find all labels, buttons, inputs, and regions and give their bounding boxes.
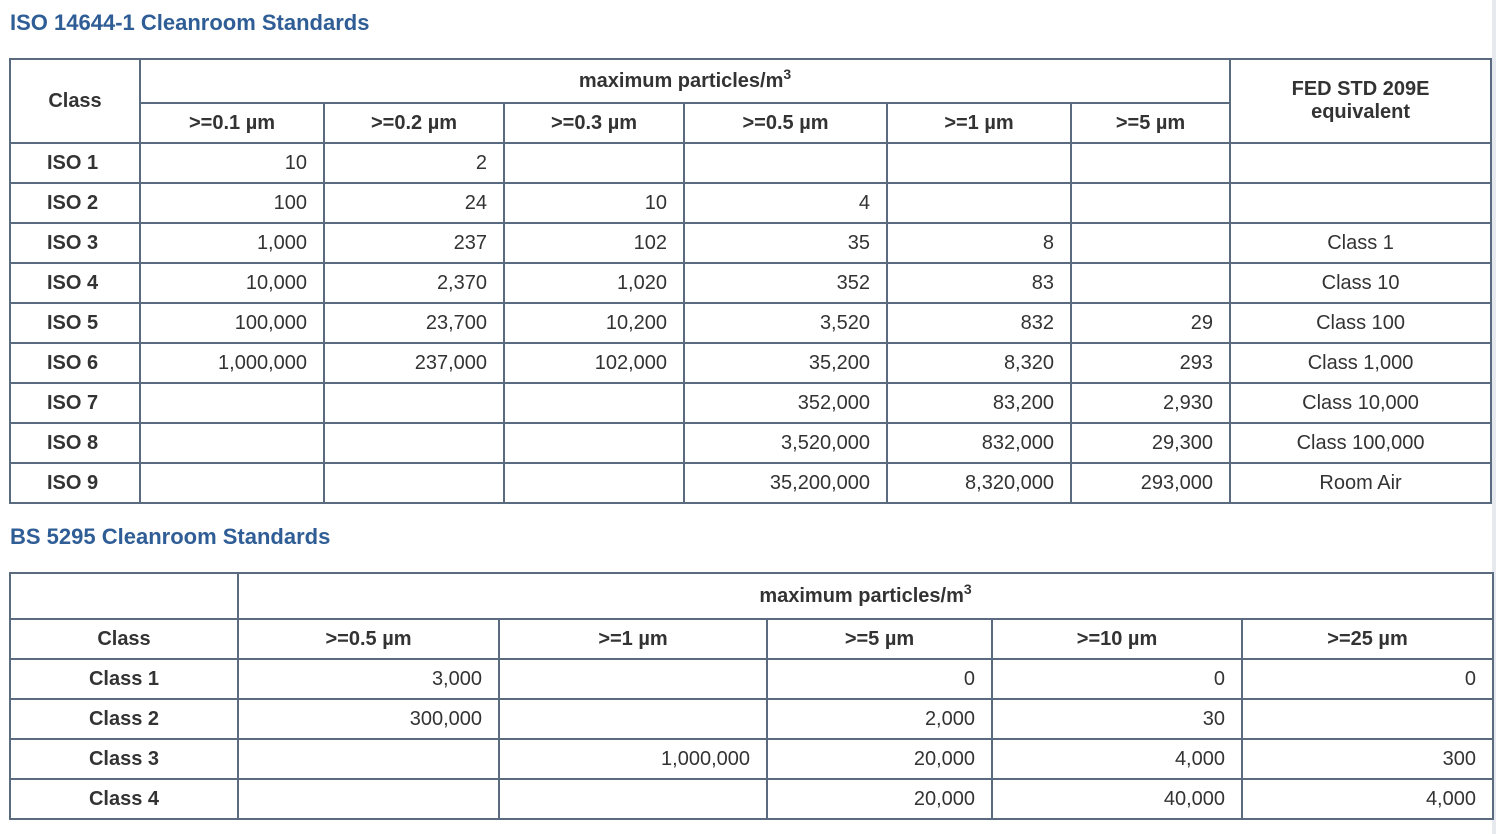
fed-equivalent-cell: Class 100,000 bbox=[1230, 423, 1491, 463]
table-cell: 35 bbox=[684, 223, 887, 263]
table-cell: 300,000 bbox=[238, 699, 499, 739]
table-cell bbox=[140, 423, 324, 463]
bs-standards-table bbox=[9, 572, 1494, 820]
table-cell: 24 bbox=[324, 183, 504, 223]
table-cell: 8 bbox=[887, 223, 1071, 263]
table-cell bbox=[887, 183, 1071, 223]
table-cell: 10,000 bbox=[140, 263, 324, 303]
table-row bbox=[10, 143, 1491, 183]
iso-fed-header: FED STD 209E equivalent bbox=[1230, 59, 1491, 143]
bs-column-header: >=5 µm bbox=[767, 619, 992, 659]
table-cell: 100 bbox=[140, 183, 324, 223]
fed-equivalent-cell bbox=[1230, 143, 1491, 183]
iso-column-header: >=0.3 µm bbox=[504, 103, 684, 143]
table-cell: 102,000 bbox=[504, 343, 684, 383]
table-cell: 352 bbox=[684, 263, 887, 303]
table-cell: 352,000 bbox=[684, 383, 887, 423]
table-row bbox=[10, 303, 1491, 343]
table-cell: 293,000 bbox=[1071, 463, 1230, 503]
table-cell bbox=[1242, 699, 1493, 739]
table-row bbox=[10, 659, 1493, 699]
table-cell: 102 bbox=[504, 223, 684, 263]
bs-column-header: >=10 µm bbox=[992, 619, 1242, 659]
table-cell: 8,320,000 bbox=[887, 463, 1071, 503]
table-row bbox=[10, 183, 1491, 223]
table-cell: 100,000 bbox=[140, 303, 324, 343]
iso-column-header: >=0.5 µm bbox=[684, 103, 887, 143]
table-cell: 4,000 bbox=[992, 739, 1242, 779]
table-cell: 237 bbox=[324, 223, 504, 263]
table-row bbox=[10, 423, 1491, 463]
table-row bbox=[10, 263, 1491, 303]
table-row bbox=[10, 463, 1491, 503]
table-cell: 1,000,000 bbox=[499, 739, 767, 779]
table-cell bbox=[1071, 263, 1230, 303]
iso-class-cell: ISO 1 bbox=[10, 143, 140, 183]
table-cell bbox=[1071, 223, 1230, 263]
table-cell: 30 bbox=[992, 699, 1242, 739]
table-cell bbox=[324, 383, 504, 423]
bs-column-header: >=1 µm bbox=[499, 619, 767, 659]
fed-equivalent-cell bbox=[1230, 183, 1491, 223]
table-cell: 1,000,000 bbox=[140, 343, 324, 383]
table-cell bbox=[1071, 183, 1230, 223]
table-cell: 4,000 bbox=[1242, 779, 1493, 819]
table-cell bbox=[324, 463, 504, 503]
table-cell: 832 bbox=[887, 303, 1071, 343]
table-cell bbox=[499, 779, 767, 819]
table-cell: 0 bbox=[992, 659, 1242, 699]
table-cell: 3,520,000 bbox=[684, 423, 887, 463]
table-cell bbox=[499, 659, 767, 699]
bs-class-header: Class bbox=[10, 619, 238, 659]
table-cell: 29 bbox=[1071, 303, 1230, 343]
fed-equivalent-cell: Class 10 bbox=[1230, 263, 1491, 303]
table-cell: 832,000 bbox=[887, 423, 1071, 463]
table-cell: 83 bbox=[887, 263, 1071, 303]
table-cell: 300 bbox=[1242, 739, 1493, 779]
iso-class-cell: ISO 7 bbox=[10, 383, 140, 423]
table-cell: 2,370 bbox=[324, 263, 504, 303]
iso-class-cell: ISO 9 bbox=[10, 463, 140, 503]
iso-column-header: >=1 µm bbox=[887, 103, 1071, 143]
table-cell: 2 bbox=[324, 143, 504, 183]
iso-column-header: >=5 µm bbox=[1071, 103, 1230, 143]
iso-class-cell: ISO 8 bbox=[10, 423, 140, 463]
iso-column-header: >=0.1 µm bbox=[140, 103, 324, 143]
table-row bbox=[10, 223, 1491, 263]
fed-equivalent-cell: Class 1,000 bbox=[1230, 343, 1491, 383]
fed-equivalent-cell: Class 10,000 bbox=[1230, 383, 1491, 423]
table-cell bbox=[684, 143, 887, 183]
table-cell: 35,200,000 bbox=[684, 463, 887, 503]
table-cell bbox=[324, 423, 504, 463]
table-cell bbox=[499, 699, 767, 739]
table-cell: 83,200 bbox=[887, 383, 1071, 423]
table-cell: 10 bbox=[504, 183, 684, 223]
table-cell: 293 bbox=[1071, 343, 1230, 383]
iso-class-cell: ISO 3 bbox=[10, 223, 140, 263]
table-cell bbox=[504, 143, 684, 183]
table-cell: 10,200 bbox=[504, 303, 684, 343]
iso-column-header: >=0.2 µm bbox=[324, 103, 504, 143]
iso-class-cell: ISO 4 bbox=[10, 263, 140, 303]
table-cell: 20,000 bbox=[767, 739, 992, 779]
table-cell: 1,000 bbox=[140, 223, 324, 263]
table-cell bbox=[504, 423, 684, 463]
bs-column-header: >=25 µm bbox=[1242, 619, 1493, 659]
table-cell: 10 bbox=[140, 143, 324, 183]
bs-group-header: maximum particles/$m^3$ bbox=[238, 573, 1493, 619]
table-cell: 20,000 bbox=[767, 779, 992, 819]
bs-section-title: BS 5295 Cleanroom Standards bbox=[10, 524, 331, 549]
table-row bbox=[10, 699, 1493, 739]
table-cell: 2,000 bbox=[767, 699, 992, 739]
table-cell bbox=[140, 383, 324, 423]
table-cell: 237,000 bbox=[324, 343, 504, 383]
bs-class-cell: Class 3 bbox=[10, 739, 238, 779]
iso-class-header: Class bbox=[10, 59, 140, 143]
table-cell: 40,000 bbox=[992, 779, 1242, 819]
fed-equivalent-cell: Class 100 bbox=[1230, 303, 1491, 343]
table-cell: 29,300 bbox=[1071, 423, 1230, 463]
table-cell: 2,930 bbox=[1071, 383, 1230, 423]
table-cell: 3,000 bbox=[238, 659, 499, 699]
table-cell bbox=[887, 143, 1071, 183]
table-cell bbox=[1071, 143, 1230, 183]
table-cell: 0 bbox=[1242, 659, 1493, 699]
iso-section-title: ISO 14644-1 Cleanroom Standards bbox=[10, 10, 370, 35]
table-cell bbox=[504, 463, 684, 503]
fed-equivalent-cell: Class 1 bbox=[1230, 223, 1491, 263]
table-cell: 8,320 bbox=[887, 343, 1071, 383]
iso-class-cell: ISO 2 bbox=[10, 183, 140, 223]
table-cell bbox=[238, 739, 499, 779]
table-cell bbox=[504, 383, 684, 423]
table-cell: 1,020 bbox=[504, 263, 684, 303]
table-cell: 23,700 bbox=[324, 303, 504, 343]
bs-class-cell: Class 4 bbox=[10, 779, 238, 819]
table-cell: 35,200 bbox=[684, 343, 887, 383]
table-row bbox=[10, 343, 1491, 383]
table-cell: 3,520 bbox=[684, 303, 887, 343]
bs-class-cell: Class 1 bbox=[10, 659, 238, 699]
bs-blank-header bbox=[10, 573, 238, 619]
table-cell: 0 bbox=[767, 659, 992, 699]
table-row bbox=[10, 739, 1493, 779]
bs-class-cell: Class 2 bbox=[10, 699, 238, 739]
table-cell bbox=[238, 779, 499, 819]
table-cell bbox=[140, 463, 324, 503]
table-row bbox=[10, 383, 1491, 423]
iso-class-cell: ISO 5 bbox=[10, 303, 140, 343]
fed-equivalent-cell: Room Air bbox=[1230, 463, 1491, 503]
iso-standards-table bbox=[9, 58, 1492, 504]
iso-group-header: maximum particles/$m^3$ bbox=[140, 59, 1230, 103]
iso-class-cell: ISO 6 bbox=[10, 343, 140, 383]
table-row bbox=[10, 779, 1493, 819]
table-cell: 4 bbox=[684, 183, 887, 223]
bs-column-header: >=0.5 µm bbox=[238, 619, 499, 659]
